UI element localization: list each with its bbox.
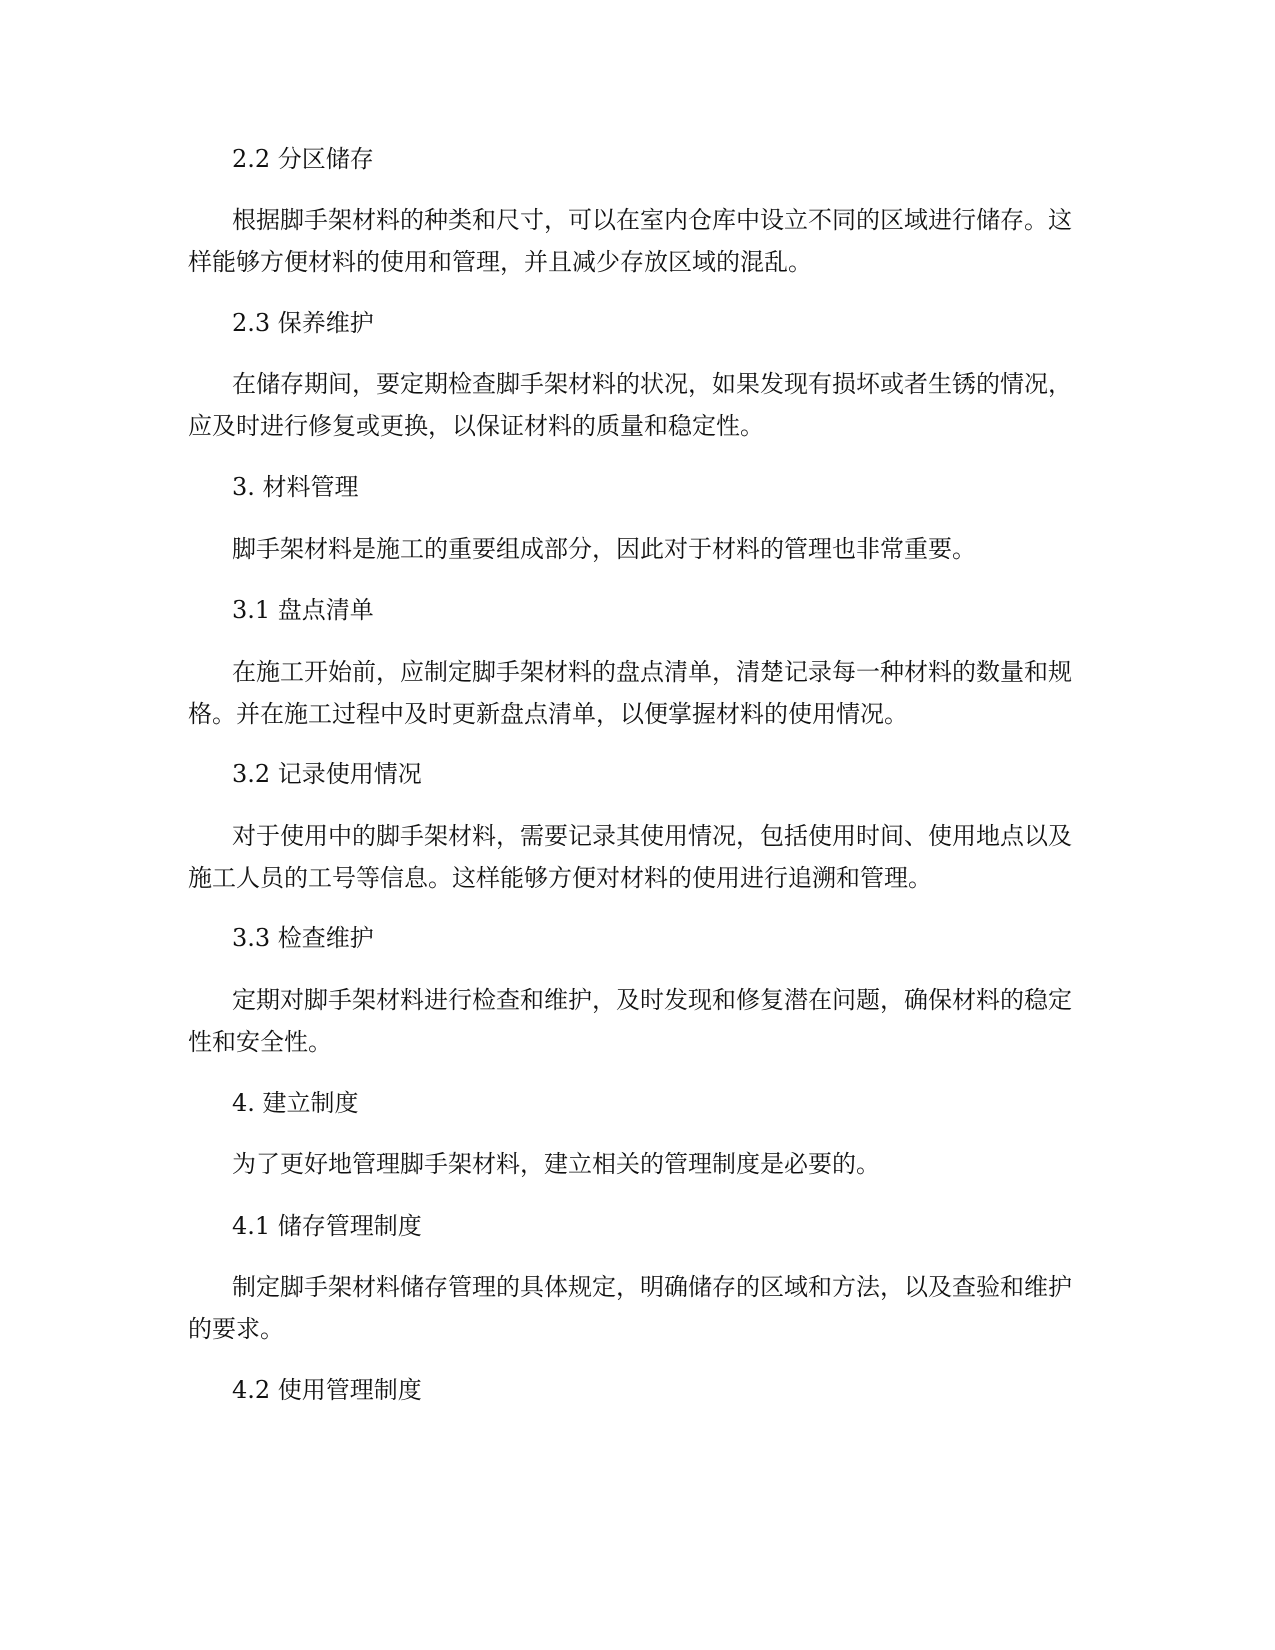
heading-2-3: 2.3 保养维护 — [232, 309, 374, 337]
heading-4-1: 4.1 储存管理制度 — [232, 1212, 422, 1240]
heading-3-3: 3.3 检查维护 — [232, 924, 374, 952]
paragraph-2-3: 在储存期间，要定期检查脚手架材料的状况，如果发现有损坏或者生锈的情况，应及时进行修复或更换，以保证材料的质量和稳定性。 — [188, 370, 1072, 440]
heading-3: 3. 材料管理 — [232, 473, 359, 501]
heading-2-2: 2.2 分区储存 — [232, 145, 374, 173]
paragraph-3-2: 对于使用中的脚手架材料，需要记录其使用情况，包括使用时间、使用地点以及施工人员的工号等信息。这样能够方便对材料的使用进行追溯和管理。 — [188, 822, 1072, 892]
paragraph-4-1: 制定脚手架材料储存管理的具体规定，明确储存的区域和方法，以及查验和维护的要求。 — [188, 1273, 1072, 1343]
paragraph-4: 为了更好地管理脚手架材料，建立相关的管理制度是必要的。 — [232, 1150, 880, 1178]
heading-4: 4. 建立制度 — [232, 1089, 359, 1117]
paragraph-3: 脚手架材料是施工的重要组成部分，因此对于材料的管理也非常重要。 — [232, 535, 976, 563]
heading-3-2: 3.2 记录使用情况 — [232, 760, 422, 788]
paragraph-3-1: 在施工开始前，应制定脚手架材料的盘点清单，清楚记录每一种材料的数量和规格。并在施工过程中及时更新盘点清单，以便掌握材料的使用情况。 — [188, 658, 1072, 728]
paragraph-2-2: 根据脚手架材料的种类和尺寸，可以在室内仓库中设立不同的区域进行储存。这样能够方便材料的使用和管理，并且减少存放区域的混乱。 — [188, 206, 1072, 276]
heading-4-2: 4.2 使用管理制度 — [232, 1376, 422, 1404]
heading-3-1: 3.1 盘点清单 — [232, 596, 374, 624]
paragraph-3-3: 定期对脚手架材料进行检查和维护，及时发现和修复潜在问题，确保材料的稳定性和安全性。 — [188, 986, 1072, 1056]
